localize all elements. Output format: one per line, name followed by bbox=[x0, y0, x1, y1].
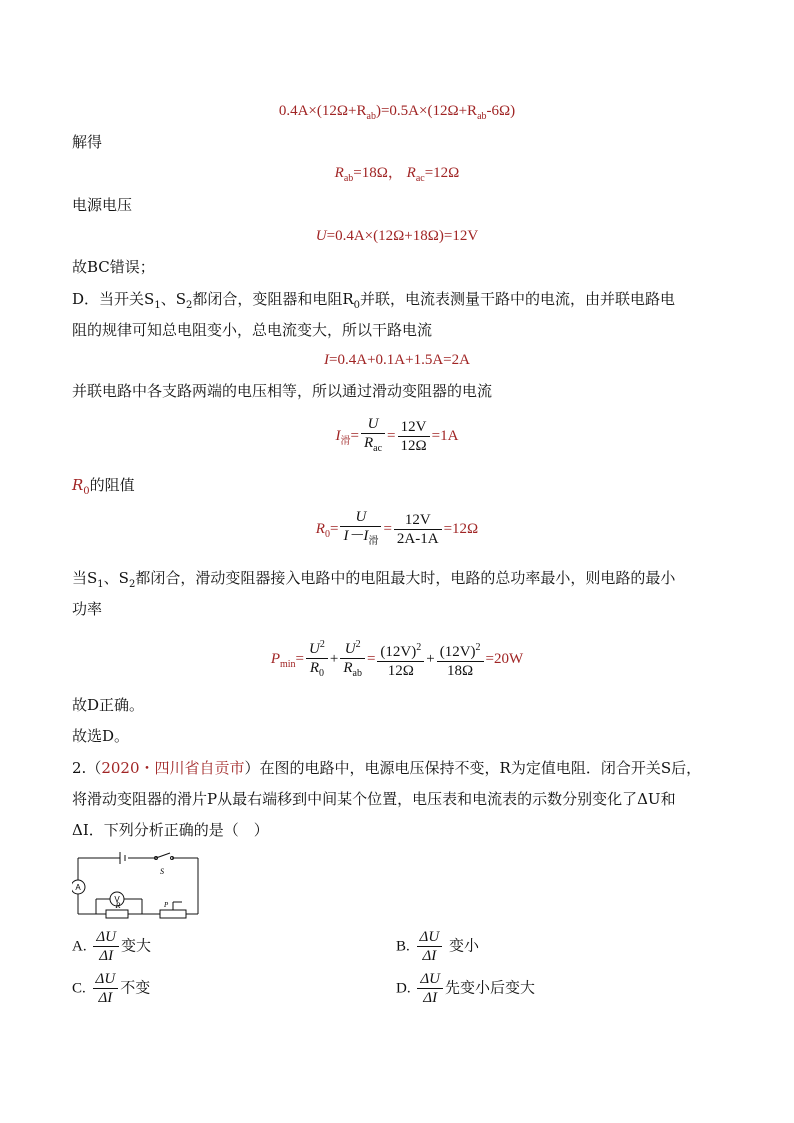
min-power-line1: 当$S_1$、$S_2$都闭合，滑动变阻器接入电路中的电阻最大时，电路的总功率最小，则电路的最小 bbox=[72, 569, 676, 590]
equation-r0: $R_0=$ $\frac{U}{I-I_滑}$ = $\frac{12V}{2A-1A}$ =12Ω bbox=[315, 509, 479, 547]
voltmeter-label: V bbox=[114, 895, 120, 904]
choose-d: 故选D。 bbox=[72, 727, 130, 745]
question-2-line1: 2.（2020・四川省自贡市）在图的电路中，电源电压保持不变，R为定值电阻．闭合开关S后， bbox=[72, 759, 702, 777]
option-d[interactable]: D. $\frac{\Delta U}{\Delta I}$ 先变小后变大 bbox=[396, 971, 536, 1006]
circuit-diagram bbox=[72, 850, 204, 920]
option-d-analysis-line2: 阻的规律可知总电阻变小，总电流变大，所以干路电流 bbox=[72, 321, 433, 339]
question-2-line3: ΔI．下列分析正确的是（ ） bbox=[72, 821, 269, 839]
min-power-line2: 功率 bbox=[72, 600, 103, 618]
equation-voltage: U=0.4A×(12Ω+18Ω)=12V bbox=[315, 228, 479, 244]
ammeter-label: A bbox=[75, 883, 81, 892]
equation-min-power: $P_{min}=$ $\frac{U^2}{R_0}$ + $\frac{U^2}{R_{ab}}$ = $\frac{(12V)^2}{12\Omega}$ + $\frac{(12V)^2}{18\Omega}$ =20W bbox=[0, 636, 794, 683]
bc-wrong: 故BC错误； bbox=[72, 258, 155, 276]
question-2-line2: 将滑动变阻器的滑片P从最右端移到中间某个位置，电压表和电流表的示数分别变化了ΔU和 bbox=[72, 790, 676, 808]
question-source: 2020・四川省自贡市 bbox=[101, 759, 245, 777]
r0-value-label: $R_0$的阻值 bbox=[72, 476, 135, 497]
source-voltage-label: 电源电压 bbox=[72, 196, 133, 214]
option-a[interactable]: A. $\frac{\Delta U}{\Delta I}$ 变大 bbox=[72, 929, 152, 964]
equation-total-current: I=0.4A+0.1A+1.5A=2A bbox=[324, 352, 470, 368]
solve-label: 解得 bbox=[72, 133, 103, 151]
resistor-label: R bbox=[115, 901, 121, 910]
d-correct: 故D正确。 bbox=[72, 696, 145, 714]
equation-slider-current: $I_滑=$ $\frac{U}{R_{ac}}$ = $\frac{12V}{12\Omega}$ =1A bbox=[335, 416, 459, 454]
option-b[interactable]: B. $\frac{\Delta U}{\Delta I}$ 变小 bbox=[396, 929, 479, 964]
option-c[interactable]: C. $\frac{\Delta U}{\Delta I}$ 不变 bbox=[72, 971, 151, 1006]
parallel-text: 并联电路中各支路两端的电压相等，所以通过滑动变阻器的电流 bbox=[72, 382, 493, 400]
equation-resistances: $R_{ab}=18\Omega$， $R_{ac}=12\Omega$ bbox=[334, 165, 460, 184]
equation-ratio: $0.4A\times(12\Omega+R_{ab})=0.5A\times(12\Omega+R_{ab}-6\Omega)$ bbox=[278, 103, 516, 122]
option-d-analysis-line1: D．当开关$S_1$、$S_2$都闭合，变阻器和电阻$R_0$并联，电流表测量干路中的电流，由并联电路电 bbox=[72, 290, 676, 311]
slider-label: P bbox=[164, 901, 169, 909]
switch-label: S bbox=[160, 867, 164, 876]
